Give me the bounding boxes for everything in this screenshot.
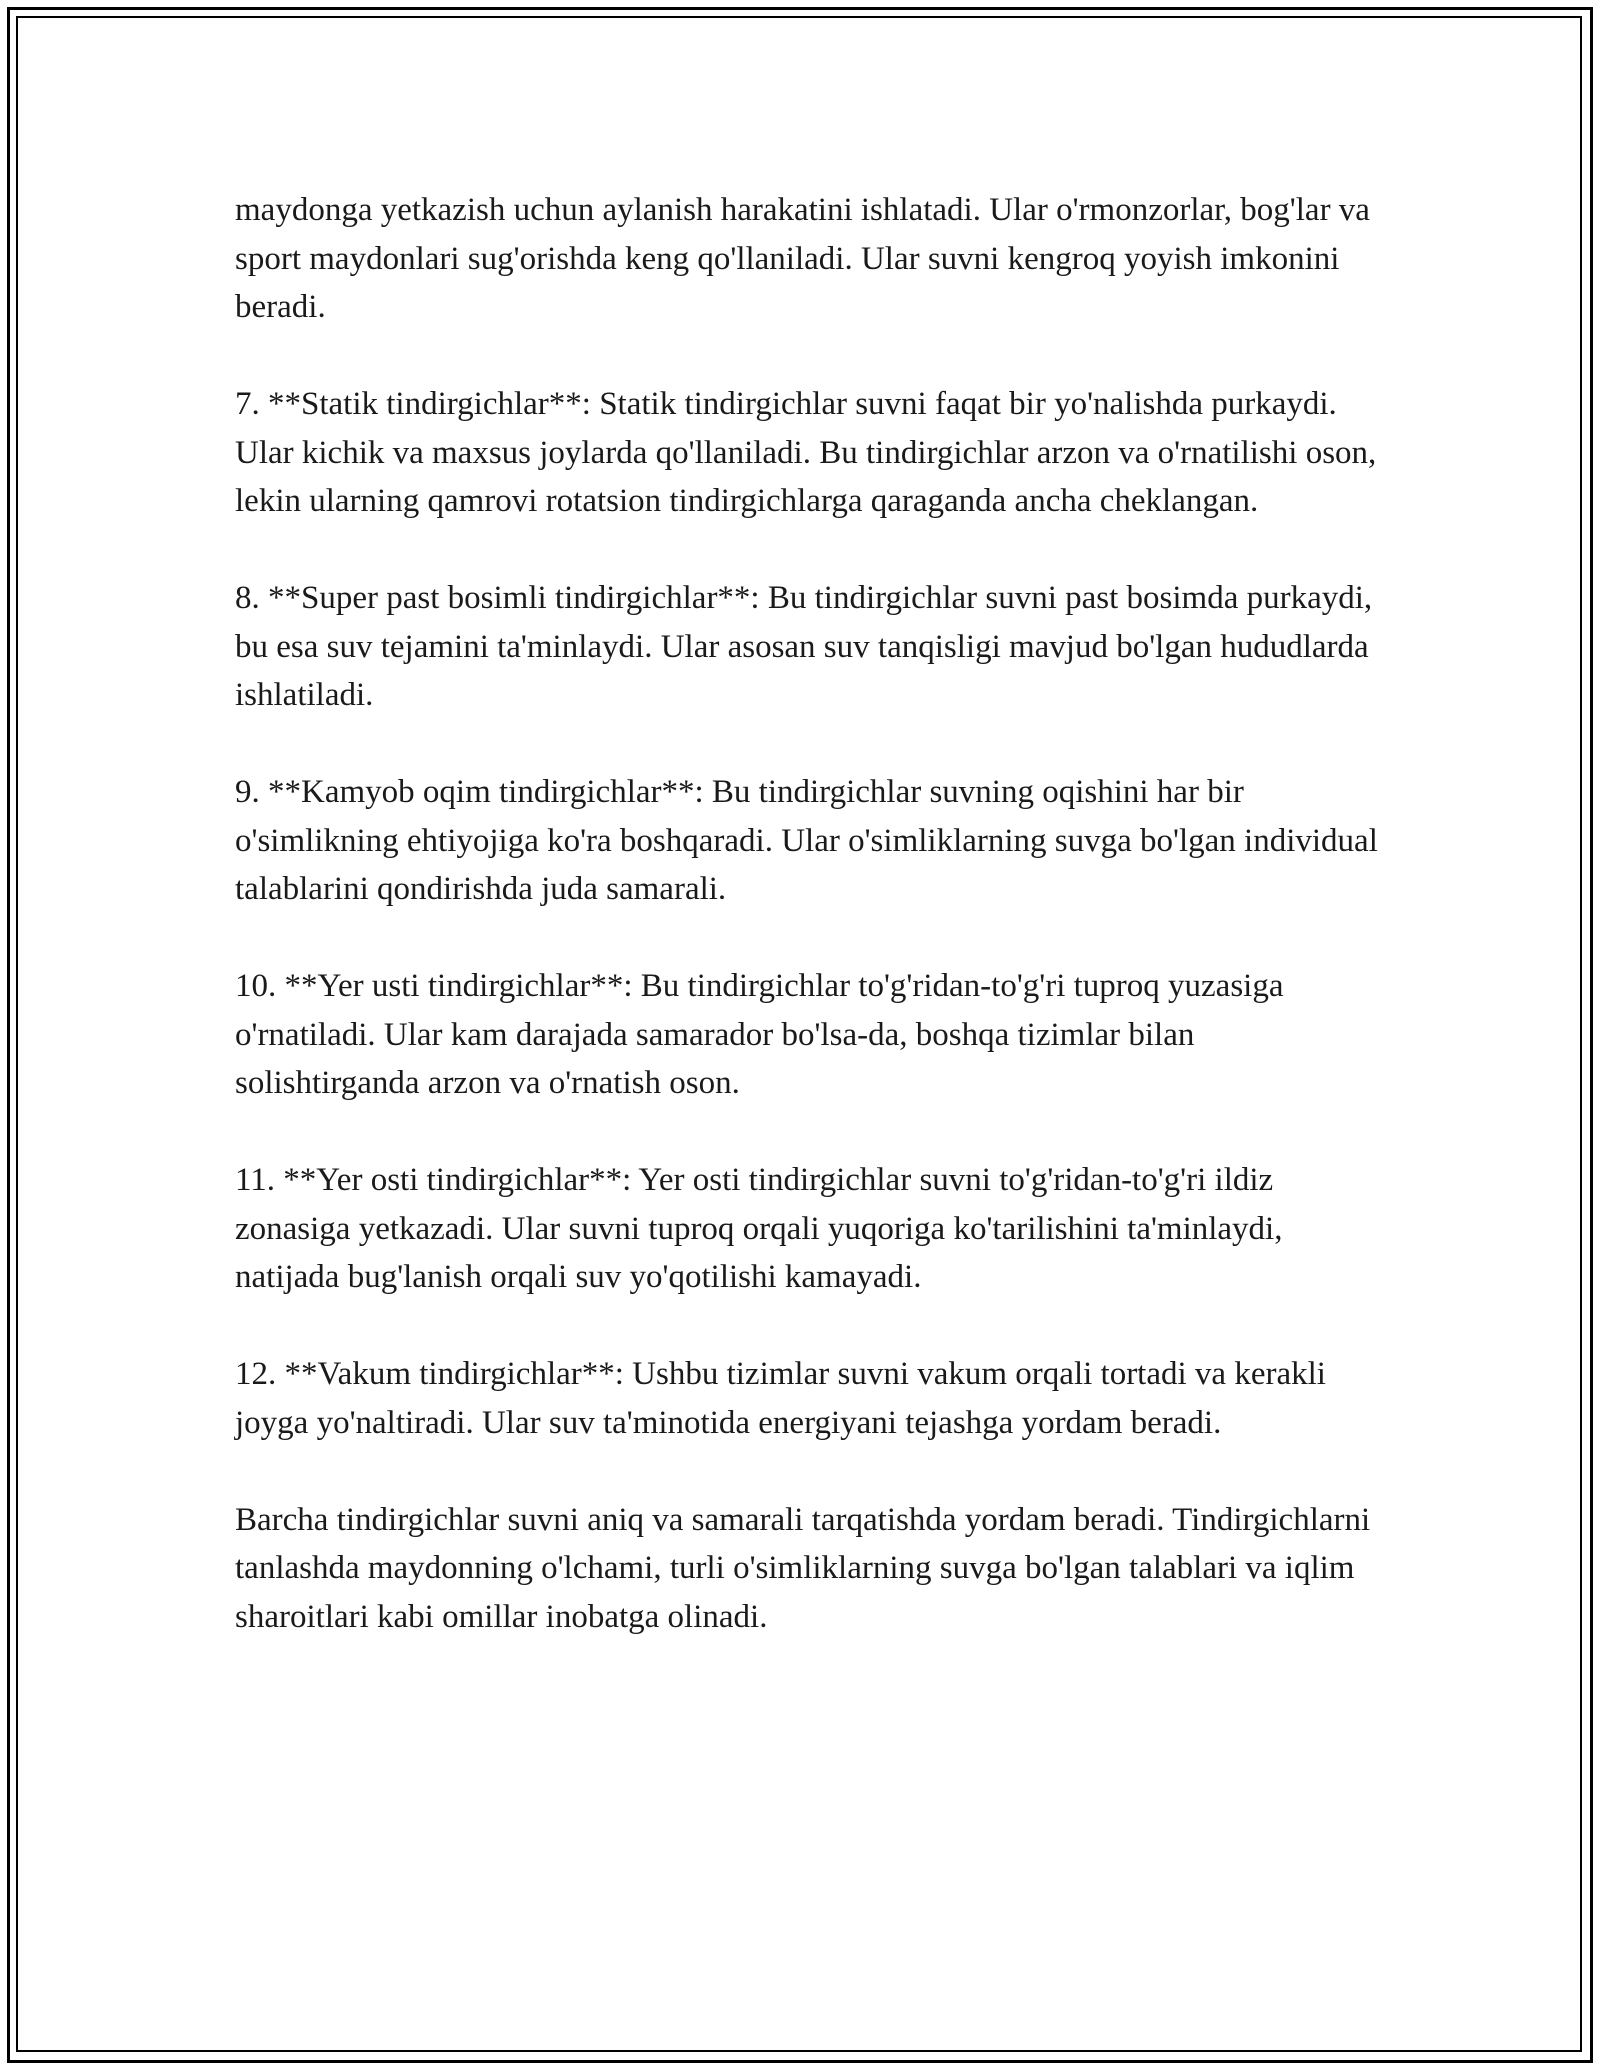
paragraph-continuation: maydonga yetkazish uchun aylanish harakatini ishlatadi. Ular o'rmonzorlar, bog'lar va sport maydonlari sug'orishda keng qo'llaniladi. Ular suvni kengroq yoyish imkonini beradi. (235, 192, 1370, 325)
document-body (235, 186, 1385, 1690)
list-item-8: 8. **Super past bosimli tindirgichlar**: Bu tindirgichlar suvni past bosimda purkaydi, bu esa suv tejamini ta'minlaydi. Ular asosan suv tanqisligi mavjud bo'lgan hududlarda ishlatiladi. (235, 580, 1373, 713)
paragraph-conclusion: Barcha tindirgichlar suvni aniq va samarali tarqatishda yordam beradi. Tindirgichlarni tanlashda maydonning o'lchami, turli o'simliklarning suvga bo'lgan talablari va iqlim sharoitlari kabi omillar inobatga olinadi. (235, 1501, 1371, 1635)
list-item-9: 9. **Kamyob oqim tindirgichlar**: Bu tindirgichlar suvning oqishini har bir o'simlikning ehtiyojiga ko'ra boshqaradi. Ular o'simliklarning suvga bo'lgan individual talablarini qondirishda juda samarali. (235, 774, 1378, 907)
list-item-10: 10. **Yer usti tindirgichlar**: Bu tindirgichlar to'g'ridan-to'g'ri tuproq yuzasiga o'rnatiladi. Ular kam darajada samarador bo'lsa-da, boshqa tizimlar bilan solishtirganda arzon va o'rnatish oson. (235, 968, 1284, 1101)
list-item-11: 11. **Yer osti tindirgichlar**: Yer osti tindirgichlar suvni to'g'ridan-to'g'ri ildiz zonasiga yetkazadi. Ular suvni tuproq orqali yuqoriga ko'tarilishini ta'minlaydi, natijada bug'lanish orqali suv yo'qotilishi kamayadi. (235, 1162, 1283, 1295)
list-item-7: 7. **Statik tindirgichlar**: Statik tindirgichlar suvni faqat bir yo'nalishda purkaydi. Ular kichik va maxsus joylarda qo'llaniladi. Bu tindirgichlar arzon va o'rnatilishi oson, lekin ularning qamrovi rotatsion tindirgichlarga qaraganda ancha cheklangan. (235, 386, 1377, 519)
list-item-12: 12. **Vakum tindirgichlar**: Ushbu tizimlar suvni vakum orqali tortadi va kerakli joyga yo'naltiradi. Ular suv ta'minotida energiyani tejashga yordam beradi. (235, 1356, 1326, 1441)
